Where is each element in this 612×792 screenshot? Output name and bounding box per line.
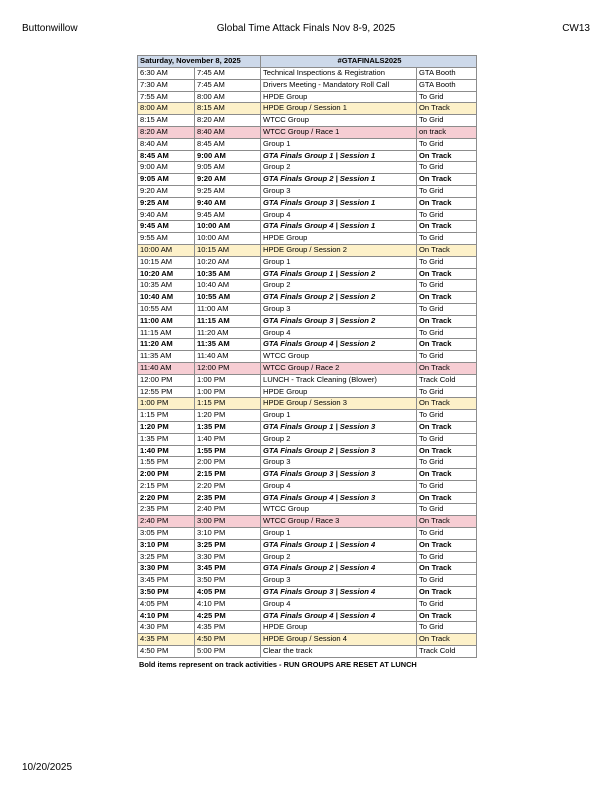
table-row (138, 115, 477, 127)
activity-cell: Group 2 (261, 162, 417, 174)
status-cell: On Track (417, 516, 477, 528)
activity-cell: GTA Finals Group 4 | Session 1 (261, 221, 417, 233)
end-time-cell: 10:55 AM (195, 292, 261, 304)
status-cell: To Grid (417, 575, 477, 587)
start-time-cell: 1:35 PM (138, 433, 195, 445)
end-time-cell: 1:20 PM (195, 410, 261, 422)
start-time-cell: 1:55 PM (138, 457, 195, 469)
activity-cell: HPDE Group (261, 622, 417, 634)
table-row (138, 634, 477, 646)
end-time-cell: 8:45 AM (195, 138, 261, 150)
table-row (138, 610, 477, 622)
start-time-cell: 6:30 AM (138, 68, 195, 80)
start-time-cell: 3:30 PM (138, 563, 195, 575)
status-cell: On Track (417, 362, 477, 374)
end-time-cell: 1:35 PM (195, 421, 261, 433)
end-time-cell: 8:20 AM (195, 115, 261, 127)
status-cell: GTA Booth (417, 68, 477, 80)
status-cell: To Grid (417, 351, 477, 363)
activity-cell: GTA Finals Group 4 | Session 2 (261, 339, 417, 351)
start-time-cell: 10:35 AM (138, 280, 195, 292)
table-row (138, 622, 477, 634)
status-cell: On Track (417, 315, 477, 327)
activity-cell: HPDE Group / Session 4 (261, 634, 417, 646)
status-cell: To Grid (417, 504, 477, 516)
start-time-cell: 9:40 AM (138, 209, 195, 221)
status-cell: Track Cold (417, 374, 477, 386)
end-time-cell: 7:45 AM (195, 79, 261, 91)
table-row (138, 268, 477, 280)
activity-cell: Group 2 (261, 551, 417, 563)
end-time-cell: 9:00 AM (195, 150, 261, 162)
table-row (138, 315, 477, 327)
table-row (138, 598, 477, 610)
start-time-cell: 7:30 AM (138, 79, 195, 91)
status-cell: To Grid (417, 410, 477, 422)
start-time-cell: 10:55 AM (138, 303, 195, 315)
status-cell: To Grid (417, 528, 477, 540)
end-time-cell: 9:45 AM (195, 209, 261, 221)
start-time-cell: 1:20 PM (138, 421, 195, 433)
end-time-cell: 7:45 AM (195, 68, 261, 80)
activity-cell: Clear the track (261, 646, 417, 658)
start-time-cell: 8:45 AM (138, 150, 195, 162)
end-time-cell: 10:40 AM (195, 280, 261, 292)
status-cell: On Track (417, 445, 477, 457)
start-time-cell: 11:20 AM (138, 339, 195, 351)
activity-cell: GTA Finals Group 4 | Session 3 (261, 492, 417, 504)
end-time-cell: 1:55 PM (195, 445, 261, 457)
activity-cell: Group 1 (261, 528, 417, 540)
status-cell: On Track (417, 221, 477, 233)
table-row (138, 421, 477, 433)
start-time-cell: 4:05 PM (138, 598, 195, 610)
status-cell: on track (417, 126, 477, 138)
start-time-cell: 9:00 AM (138, 162, 195, 174)
start-time-cell: 1:00 PM (138, 398, 195, 410)
start-time-cell: 7:55 AM (138, 91, 195, 103)
activity-cell: Group 4 (261, 480, 417, 492)
status-cell: To Grid (417, 551, 477, 563)
end-time-cell: 2:40 PM (195, 504, 261, 516)
status-cell: On Track (417, 563, 477, 575)
table-row (138, 162, 477, 174)
end-time-cell: 4:50 PM (195, 634, 261, 646)
end-time-cell: 3:30 PM (195, 551, 261, 563)
end-time-cell: 11:00 AM (195, 303, 261, 315)
table-row (138, 185, 477, 197)
table-row (138, 386, 477, 398)
start-time-cell: 4:30 PM (138, 622, 195, 634)
activity-cell: Group 3 (261, 303, 417, 315)
table-row (138, 174, 477, 186)
status-cell: On Track (417, 398, 477, 410)
end-time-cell: 8:00 AM (195, 91, 261, 103)
activity-cell: Drivers Meeting - Mandatory Roll Call (261, 79, 417, 91)
table-row (138, 445, 477, 457)
start-time-cell: 3:25 PM (138, 551, 195, 563)
start-time-cell: 11:00 AM (138, 315, 195, 327)
end-time-cell: 10:00 AM (195, 233, 261, 245)
schedule-table (137, 55, 477, 658)
start-time-cell: 4:35 PM (138, 634, 195, 646)
end-time-cell: 9:05 AM (195, 162, 261, 174)
end-time-cell: 8:15 AM (195, 103, 261, 115)
table-row (138, 351, 477, 363)
start-time-cell: 8:40 AM (138, 138, 195, 150)
end-time-cell: 1:00 PM (195, 386, 261, 398)
activity-cell: Group 2 (261, 433, 417, 445)
status-cell: On Track (417, 539, 477, 551)
end-time-cell: 10:20 AM (195, 256, 261, 268)
start-time-cell: 3:05 PM (138, 528, 195, 540)
activity-cell: WTCC Group (261, 504, 417, 516)
table-row (138, 374, 477, 386)
activity-cell: GTA Finals Group 1 | Session 2 (261, 268, 417, 280)
end-time-cell: 9:25 AM (195, 185, 261, 197)
status-cell: To Grid (417, 209, 477, 221)
status-cell: To Grid (417, 386, 477, 398)
end-time-cell: 5:00 PM (195, 646, 261, 658)
status-cell: To Grid (417, 138, 477, 150)
schedule-header-row (138, 56, 477, 68)
status-cell: To Grid (417, 91, 477, 103)
status-cell: On Track (417, 587, 477, 599)
end-time-cell: 3:25 PM (195, 539, 261, 551)
end-time-cell: 11:20 AM (195, 327, 261, 339)
schedule-note: Bold items represent on track activities - RUN GROUPS ARE RESET AT LUNCH (139, 660, 417, 669)
status-cell: On Track (417, 103, 477, 115)
activity-cell: HPDE Group (261, 386, 417, 398)
activity-cell: GTA Finals Group 3 | Session 1 (261, 197, 417, 209)
activity-cell: WTCC Group / Race 3 (261, 516, 417, 528)
status-cell: On Track (417, 150, 477, 162)
status-cell: On Track (417, 268, 477, 280)
status-cell: To Grid (417, 303, 477, 315)
activity-cell: HPDE Group / Session 1 (261, 103, 417, 115)
table-row (138, 563, 477, 575)
status-cell: To Grid (417, 162, 477, 174)
activity-cell: GTA Finals Group 1 | Session 3 (261, 421, 417, 433)
table-row (138, 410, 477, 422)
activity-cell: HPDE Group (261, 91, 417, 103)
start-time-cell: 3:45 PM (138, 575, 195, 587)
end-time-cell: 2:35 PM (195, 492, 261, 504)
start-time-cell: 11:35 AM (138, 351, 195, 363)
start-time-cell: 2:40 PM (138, 516, 195, 528)
status-cell: On Track (417, 634, 477, 646)
day-label: Saturday, November 8, 2025 (138, 56, 261, 68)
location-label: Buttonwillow (22, 23, 78, 34)
activity-cell: HPDE Group / Session 2 (261, 244, 417, 256)
end-time-cell: 9:40 AM (195, 197, 261, 209)
table-row (138, 504, 477, 516)
status-cell: To Grid (417, 327, 477, 339)
table-row (138, 233, 477, 245)
end-time-cell: 10:35 AM (195, 268, 261, 280)
table-row (138, 126, 477, 138)
table-row (138, 292, 477, 304)
end-time-cell: 2:20 PM (195, 480, 261, 492)
end-time-cell: 3:10 PM (195, 528, 261, 540)
activity-cell: GTA Finals Group 1 | Session 1 (261, 150, 417, 162)
end-time-cell: 4:25 PM (195, 610, 261, 622)
start-time-cell: 3:10 PM (138, 539, 195, 551)
activity-cell: Group 3 (261, 575, 417, 587)
table-row (138, 457, 477, 469)
start-time-cell: 9:20 AM (138, 185, 195, 197)
status-cell: Track Cold (417, 646, 477, 658)
table-row (138, 91, 477, 103)
end-time-cell: 1:15 PM (195, 398, 261, 410)
end-time-cell: 10:15 AM (195, 244, 261, 256)
start-time-cell: 11:15 AM (138, 327, 195, 339)
status-cell: To Grid (417, 280, 477, 292)
start-time-cell: 12:00 PM (138, 374, 195, 386)
activity-cell: GTA Finals Group 3 | Session 2 (261, 315, 417, 327)
start-time-cell: 9:25 AM (138, 197, 195, 209)
end-time-cell: 2:15 PM (195, 469, 261, 481)
activity-cell: Group 4 (261, 209, 417, 221)
end-time-cell: 3:50 PM (195, 575, 261, 587)
table-row (138, 398, 477, 410)
table-row (138, 303, 477, 315)
status-cell: On Track (417, 469, 477, 481)
start-time-cell: 4:10 PM (138, 610, 195, 622)
end-time-cell: 11:15 AM (195, 315, 261, 327)
status-cell: To Grid (417, 622, 477, 634)
end-time-cell: 1:40 PM (195, 433, 261, 445)
status-cell: To Grid (417, 598, 477, 610)
start-time-cell: 8:00 AM (138, 103, 195, 115)
activity-cell: GTA Finals Group 2 | Session 4 (261, 563, 417, 575)
end-time-cell: 1:00 PM (195, 374, 261, 386)
hashtag-label: #GTAFINALS2025 (261, 56, 477, 68)
activity-cell: HPDE Group / Session 3 (261, 398, 417, 410)
table-row (138, 244, 477, 256)
start-time-cell: 10:20 AM (138, 268, 195, 280)
status-cell: To Grid (417, 433, 477, 445)
end-time-cell: 11:35 AM (195, 339, 261, 351)
end-time-cell: 2:00 PM (195, 457, 261, 469)
schedule-body (138, 68, 477, 658)
table-row (138, 362, 477, 374)
status-cell: On Track (417, 339, 477, 351)
status-cell: On Track (417, 492, 477, 504)
start-time-cell: 1:15 PM (138, 410, 195, 422)
activity-cell: GTA Finals Group 2 | Session 1 (261, 174, 417, 186)
status-cell: On Track (417, 244, 477, 256)
status-cell: To Grid (417, 457, 477, 469)
end-time-cell: 4:05 PM (195, 587, 261, 599)
table-row (138, 138, 477, 150)
table-row (138, 528, 477, 540)
table-row (138, 209, 477, 221)
status-cell: On Track (417, 421, 477, 433)
activity-cell: GTA Finals Group 3 | Session 3 (261, 469, 417, 481)
end-time-cell: 12:00 PM (195, 362, 261, 374)
end-time-cell: 3:00 PM (195, 516, 261, 528)
activity-cell: Group 4 (261, 327, 417, 339)
status-cell: To Grid (417, 233, 477, 245)
table-row (138, 256, 477, 268)
start-time-cell: 2:00 PM (138, 469, 195, 481)
track-config-label: CW13 (562, 23, 590, 34)
status-cell: On Track (417, 174, 477, 186)
start-time-cell: 10:40 AM (138, 292, 195, 304)
table-row (138, 587, 477, 599)
end-time-cell: 11:40 AM (195, 351, 261, 363)
start-time-cell: 10:00 AM (138, 244, 195, 256)
activity-cell: WTCC Group / Race 2 (261, 362, 417, 374)
activity-cell: WTCC Group (261, 115, 417, 127)
end-time-cell: 10:00 AM (195, 221, 261, 233)
status-cell: To Grid (417, 185, 477, 197)
document-date: 10/20/2025 (22, 762, 73, 773)
end-time-cell: 4:10 PM (195, 598, 261, 610)
start-time-cell: 9:05 AM (138, 174, 195, 186)
activity-cell: Group 1 (261, 138, 417, 150)
table-row (138, 539, 477, 551)
end-time-cell: 3:45 PM (195, 563, 261, 575)
start-time-cell: 11:40 AM (138, 362, 195, 374)
table-row (138, 221, 477, 233)
table-row (138, 480, 477, 492)
start-time-cell: 12:55 PM (138, 386, 195, 398)
activity-cell: LUNCH - Track Cleaning (Blower) (261, 374, 417, 386)
table-row (138, 433, 477, 445)
activity-cell: WTCC Group / Race 1 (261, 126, 417, 138)
status-cell: To Grid (417, 480, 477, 492)
activity-cell: Group 3 (261, 185, 417, 197)
table-row (138, 150, 477, 162)
activity-cell: Group 1 (261, 410, 417, 422)
table-row (138, 469, 477, 481)
start-time-cell: 2:35 PM (138, 504, 195, 516)
activity-cell: GTA Finals Group 1 | Session 4 (261, 539, 417, 551)
status-cell: On Track (417, 610, 477, 622)
start-time-cell: 10:15 AM (138, 256, 195, 268)
start-time-cell: 2:20 PM (138, 492, 195, 504)
table-row (138, 339, 477, 351)
activity-cell: GTA Finals Group 2 | Session 2 (261, 292, 417, 304)
status-cell: To Grid (417, 256, 477, 268)
table-row (138, 646, 477, 658)
activity-cell: Group 3 (261, 457, 417, 469)
activity-cell: GTA Finals Group 4 | Session 4 (261, 610, 417, 622)
activity-cell: GTA Finals Group 2 | Session 3 (261, 445, 417, 457)
activity-cell: WTCC Group (261, 351, 417, 363)
table-row (138, 103, 477, 115)
event-title: Global Time Attack Finals Nov 8-9, 2025 (216, 23, 396, 34)
table-row (138, 516, 477, 528)
activity-cell: GTA Finals Group 3 | Session 4 (261, 587, 417, 599)
end-time-cell: 8:40 AM (195, 126, 261, 138)
status-cell: GTA Booth (417, 79, 477, 91)
start-time-cell: 3:50 PM (138, 587, 195, 599)
table-row (138, 79, 477, 91)
start-time-cell: 8:20 AM (138, 126, 195, 138)
status-cell: On Track (417, 197, 477, 209)
table-row (138, 492, 477, 504)
end-time-cell: 9:20 AM (195, 174, 261, 186)
start-time-cell: 9:45 AM (138, 221, 195, 233)
start-time-cell: 4:50 PM (138, 646, 195, 658)
table-row (138, 575, 477, 587)
table-row (138, 280, 477, 292)
start-time-cell: 1:40 PM (138, 445, 195, 457)
activity-cell: Group 1 (261, 256, 417, 268)
table-row (138, 68, 477, 80)
start-time-cell: 8:15 AM (138, 115, 195, 127)
activity-cell: Group 4 (261, 598, 417, 610)
start-time-cell: 9:55 AM (138, 233, 195, 245)
table-row (138, 551, 477, 563)
status-cell: To Grid (417, 115, 477, 127)
activity-cell: Technical Inspections & Registration (261, 68, 417, 80)
end-time-cell: 4:35 PM (195, 622, 261, 634)
start-time-cell: 2:15 PM (138, 480, 195, 492)
table-row (138, 197, 477, 209)
table-row (138, 327, 477, 339)
status-cell: On Track (417, 292, 477, 304)
activity-cell: Group 2 (261, 280, 417, 292)
activity-cell: HPDE Group (261, 233, 417, 245)
